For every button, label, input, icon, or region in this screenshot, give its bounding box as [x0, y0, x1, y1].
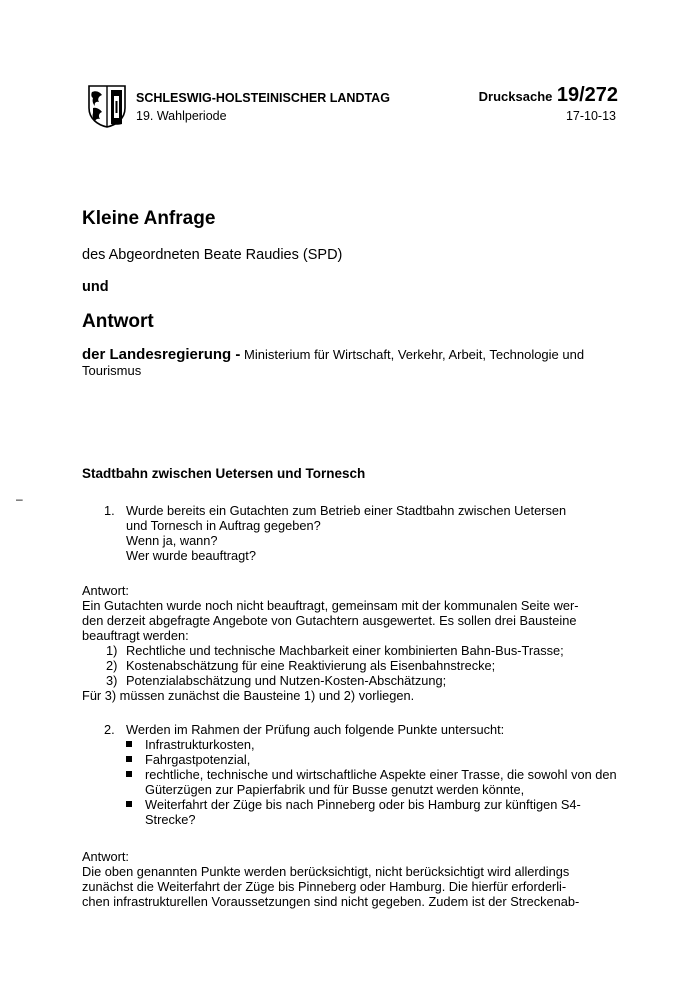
question-2: [82, 722, 622, 827]
square-bullet-icon: [126, 801, 132, 807]
question-1-row: [82, 503, 622, 563]
und-label: und: [82, 279, 109, 295]
answer-2-line: chen infrastrukturellen Voraussetzungen sind nicht gegeben. Zudem ist der Streckenab-: [82, 894, 580, 909]
question-2-bullets: [82, 737, 622, 827]
drucksache-number: [479, 84, 618, 107]
question-1-line: und Tornesch in Auftrag gegeben?: [126, 518, 321, 533]
answer-2: [82, 849, 622, 909]
question-2-number: 2.: [104, 722, 115, 737]
question-1-number: 1.: [104, 503, 115, 518]
margin-mark: –: [16, 492, 23, 506]
government-label: der Landesregierung -: [82, 346, 241, 363]
question-1-line: Wenn ja, wann?: [126, 533, 218, 548]
list-item-text: Weiterfahrt der Züge bis nach Pinneberg oder bis Hamburg zur künftigen S4-Strecke?: [145, 797, 581, 827]
list-item: [126, 797, 622, 827]
answer-1: [82, 583, 622, 703]
list-item-number: 1): [106, 643, 118, 658]
list-item-number: 3): [106, 673, 118, 688]
list-item-text: Infrastrukturkosten,: [145, 737, 255, 752]
legislative-period: 19. Wahlperiode: [136, 109, 227, 123]
coat-of-arms-icon: [87, 84, 127, 128]
answer-1-closing: Für 3) müssen zunächst die Bausteine 1) und 2) vorliegen.: [82, 688, 415, 703]
ministry-name: Ministerium für Wirtschaft, Verkehr, Arbeit, Technologie und Tourismus: [82, 347, 585, 378]
answer-1-list: [82, 643, 622, 688]
question-1-line: Wurde bereits ein Gutachten zum Betrieb einer Stadtbahn zwischen Uetersen: [126, 503, 567, 518]
list-item: [126, 767, 622, 797]
answer-2-line: zunächst die Weiterfahrt der Züge bis Pinneberg oder Hamburg. Die hierfür erforderli-: [82, 879, 567, 894]
answer-2-label: Antwort:: [82, 849, 129, 864]
government-line: [82, 347, 622, 379]
question-1: [82, 503, 622, 563]
square-bullet-icon: [126, 741, 132, 747]
answer-2-line: Die oben genannten Punkte werden berücksichtigt, nicht berücksichtigt wird allerdings: [82, 864, 570, 879]
question-2-row: [82, 722, 622, 737]
question-2-text: Werden im Rahmen der Prüfung auch folgende Punkte untersucht:: [126, 722, 505, 737]
square-bullet-icon: [126, 771, 132, 777]
list-item-text: Fahrgastpotenzial,: [145, 752, 251, 767]
list-item: [126, 737, 622, 752]
list-item-text: Rechtliche und technische Machbarkeit einer kombinierten Bahn-Bus-Trasse;: [126, 643, 564, 658]
answer-1-line: Ein Gutachten wurde noch nicht beauftragt, gemeinsam mit der kommunalen Seite wer-: [82, 598, 579, 613]
document-date: 17-10-13: [565, 109, 616, 123]
list-item: [106, 643, 622, 658]
document-title: Kleine Anfrage: [82, 208, 216, 229]
list-item-text: Kostenabschätzung für eine Reaktivierung als Eisenbahnstrecke;: [126, 658, 496, 673]
square-bullet-icon: [126, 756, 132, 762]
author-line: des Abgeordneten Beate Raudies (SPD): [82, 247, 343, 263]
parliament-name: SCHLESWIG-HOLSTEINISCHER LANDTAG: [136, 91, 390, 105]
list-item: [126, 752, 622, 767]
topic-heading: Stadtbahn zwischen Uetersen und Tornesch: [82, 466, 366, 481]
answer-1-label: Antwort:: [82, 583, 129, 598]
answer-1-line: beauftragt werden:: [82, 628, 189, 643]
list-item-number: 2): [106, 658, 118, 673]
list-item: [106, 658, 622, 673]
list-item-text: rechtliche, technische und wirtschaftliche Aspekte einer Trasse, die sowohl von den Güterzügen zur Papierfabrik und für Busse genutzt werden könnte,: [145, 767, 617, 797]
list-item: [106, 673, 622, 688]
answer-1-line: den derzeit abgefragte Angebote von Gutachtern ausgewertet. Es sollen drei Bausteine: [82, 613, 577, 628]
question-1-line: Wer wurde beauftragt?: [126, 548, 256, 563]
drucksache-label: Drucksache: [478, 89, 553, 104]
answer-title: Antwort: [82, 311, 154, 332]
list-item-text: Potenzialabschätzung und Nutzen-Kosten-Abschätzung;: [126, 673, 447, 688]
drucksache-value: 19/272: [556, 84, 618, 106]
